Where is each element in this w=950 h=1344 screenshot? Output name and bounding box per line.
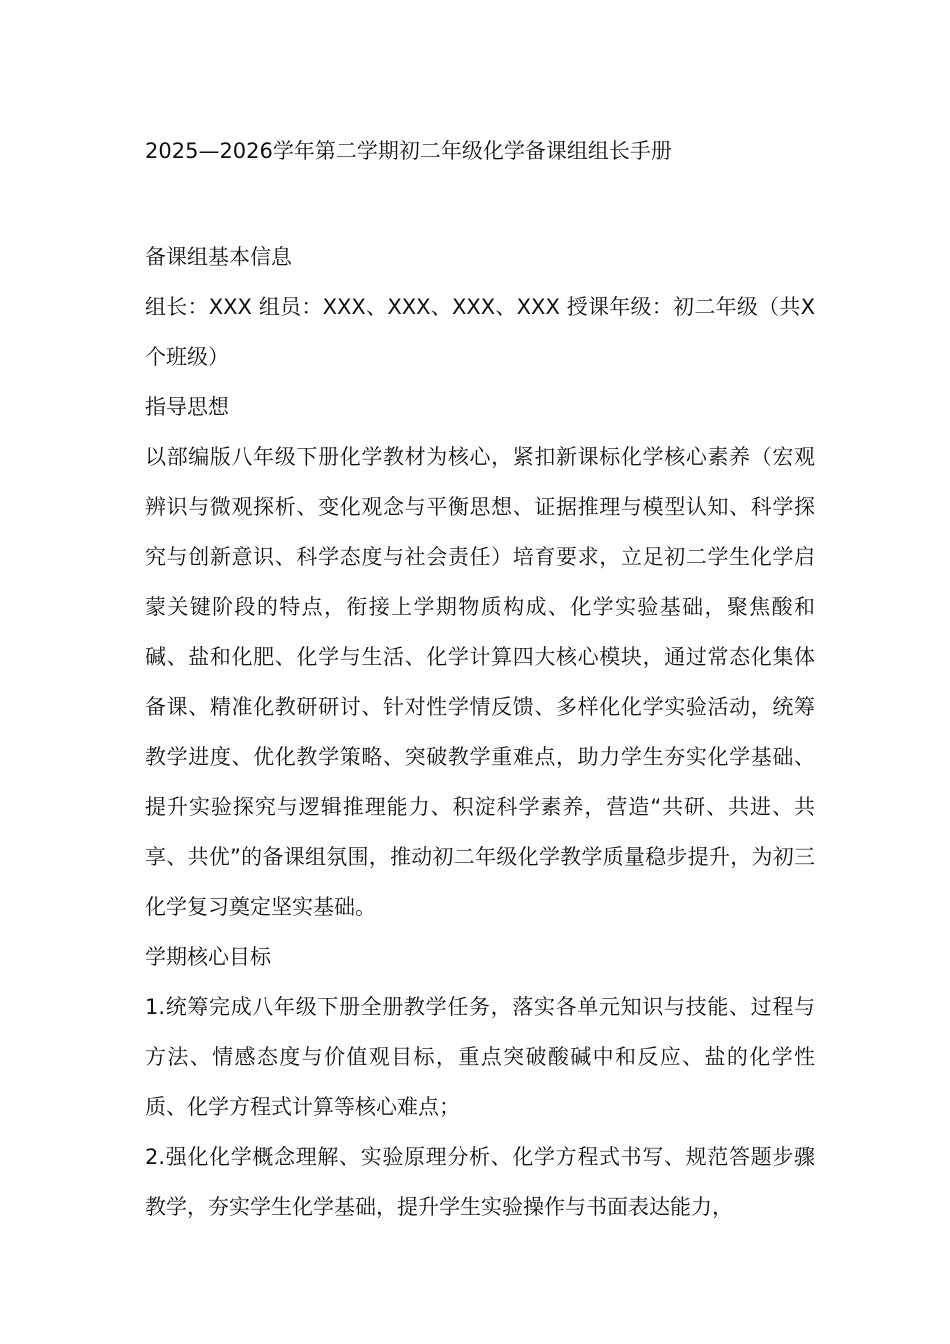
- section-heading-basic-info: 备课组基本信息: [145, 245, 292, 269]
- document-body: [145, 232, 815, 1232]
- guiding-ideology-paragraph: 以部编版八年级下册化学教材为核心，紧扣新课标化学核心素养（宏观辨识与微观探析、变化观念与平衡思想、证据推理与模型认知、科学探究与创新意识、科学态度与社会责任）培育要求，立足初二学生化学启蒙关键阶段的特点，衔接上学期物质构成、化学实验基础，聚焦酸和碱、盐和化肥、化学与生活、化学计算四大核心模块，通过常态化集体备课、精准化教研研讨、针对性学情反馈、多样化化学实验活动，统筹教学进度、优化教学策略、突破教学重难点，助力学生夯实化学基础、提升实验探究与逻辑推理能力、积淀科学素养，营造“共研、共进、共享、共优”的备课组氛围，推动初二年级化学教学质量稳步提升，为初三化学复习奠定坚实基础。: [145, 445, 815, 919]
- document-title: 2025—2026学年第二学期初二年级化学备课组组长手册: [145, 139, 672, 163]
- section-heading-guiding-ideology: 指导思想: [145, 395, 229, 419]
- core-goal-item-1: 1.统筹完成八年级下册全册教学任务，落实各单元知识与技能、过程与方法、情感态度与价值观目标，重点突破酸碱中和反应、盐的化学性质、化学方程式计算等核心难点；: [145, 995, 815, 1119]
- core-goal-item-2: 2.强化化学概念理解、实验原理分析、化学方程式书写、规范答题步骤教学，夯实学生化学基础，提升学生实验操作与书面表达能力，: [145, 1145, 815, 1219]
- basic-info-paragraph: 组长：XXX 组员：XXX、XXX、XXX、XXX 授课年级：初二年级（共X个班级）: [145, 295, 815, 369]
- section-heading-core-goals: 学期核心目标: [145, 945, 271, 969]
